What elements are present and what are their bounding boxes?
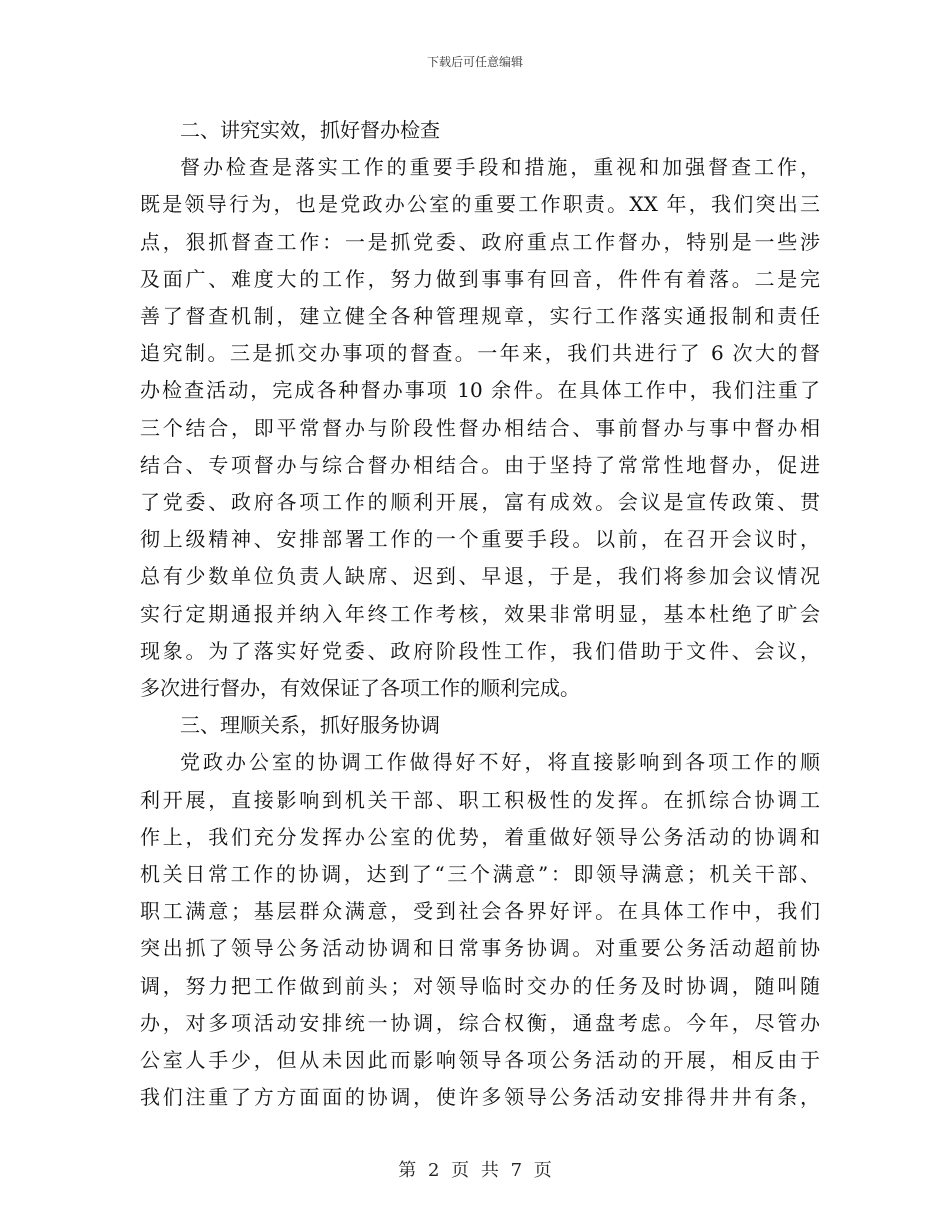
paragraph-line: 办检查活动，完成各种督办事项 10 余件。在具体工作中，我们注重了 — [140, 378, 820, 403]
paragraph-line: 我们注重了方方面面的协调，使许多领导公务活动安排得井井有条， — [140, 1085, 820, 1110]
section-heading: 二、讲究实效，抓好督办检查 — [180, 118, 440, 142]
paragraph-line: 办，对多项活动安排统一协调，综合权衡，通盘考虑。今年，尽管办 — [140, 1010, 820, 1035]
paragraph-line: 既是领导行为，也是党政办公室的重要工作职责。XX 年，我们突出三 — [140, 192, 820, 217]
paragraph-line: 结合、专项督办与综合督办相结合。由于坚持了常常性地督办，促进 — [140, 452, 820, 477]
paragraph-line: 利开展，直接影响到机关干部、职工积极性的发挥。在抓综合协调工 — [140, 787, 820, 812]
paragraph-line: 调，努力把工作做到前头；对领导临时交办的任务及时协调，随叫随 — [140, 973, 820, 998]
paragraph-line: 职工满意；基层群众满意，受到社会各界好评。在具体工作中，我们 — [140, 899, 820, 924]
paragraph-line: 机关日常工作的协调，达到了“三个满意”：即领导满意；机关干部、 — [140, 862, 820, 887]
paragraph-line: 实行定期通报并纳入年终工作考核，效果非常明显，基本杜绝了旷会 — [140, 601, 820, 626]
paragraph-line: 现象。为了落实好党委、政府阶段性工作，我们借助于文件、会议， — [140, 638, 820, 663]
paragraph-line: 三个结合，即平常督办与阶段性督办相结合、事前督办与事中督办相 — [140, 415, 820, 440]
paragraph-line: 突出抓了领导公务活动协调和日常事务协调。对重要公务活动超前协 — [140, 936, 820, 961]
paragraph-line: 公室人手少，但从未因此而影响领导各项公务活动的开展，相反由于 — [140, 1048, 820, 1073]
paragraph-line: 追究制。三是抓交办事项的督查。一年来，我们共进行了 6 次大的督 — [140, 341, 820, 366]
paragraph-line: 多次进行督办，有效保证了各项工作的顺利完成。 — [140, 676, 580, 701]
page-footer: 第 2 页 共 7 页 — [398, 1160, 552, 1181]
paragraph-line: 彻上级精神、安排部署工作的一个重要手段。以前，在召开会议时， — [140, 527, 820, 552]
paragraph-line: 了党委、政府各项工作的顺利开展，富有成效。会议是宣传政策、贯 — [140, 490, 820, 515]
paragraph-line: 督办检查是落实工作的重要手段和措施，重视和加强督查工作， — [180, 155, 820, 180]
paragraph-line: 善了督查机制，建立健全各种管理规章，实行工作落实通报制和责任 — [140, 304, 820, 329]
paragraph-line: 点，狠抓督查工作：一是抓党委、政府重点工作督办，特别是一些涉 — [140, 229, 820, 254]
document-body — [140, 112, 820, 1116]
paragraph-line: 及面广、难度大的工作，努力做到事事有回音，件件有着落。二是完 — [140, 266, 820, 291]
section-heading: 三、理顺关系，抓好服务协调 — [180, 713, 440, 738]
paragraph-line: 党政办公室的协调工作做得好不好，将直接影响到各项工作的顺 — [180, 750, 820, 775]
paragraph-line: 总有少数单位负责人缺席、迟到、早退，于是，我们将参加会议情况 — [140, 564, 820, 589]
page-header: 下载后可任意编辑 — [426, 55, 523, 69]
paragraph-line: 作上，我们充分发挥办公室的优势，着重做好领导公务活动的协调和 — [140, 824, 820, 849]
